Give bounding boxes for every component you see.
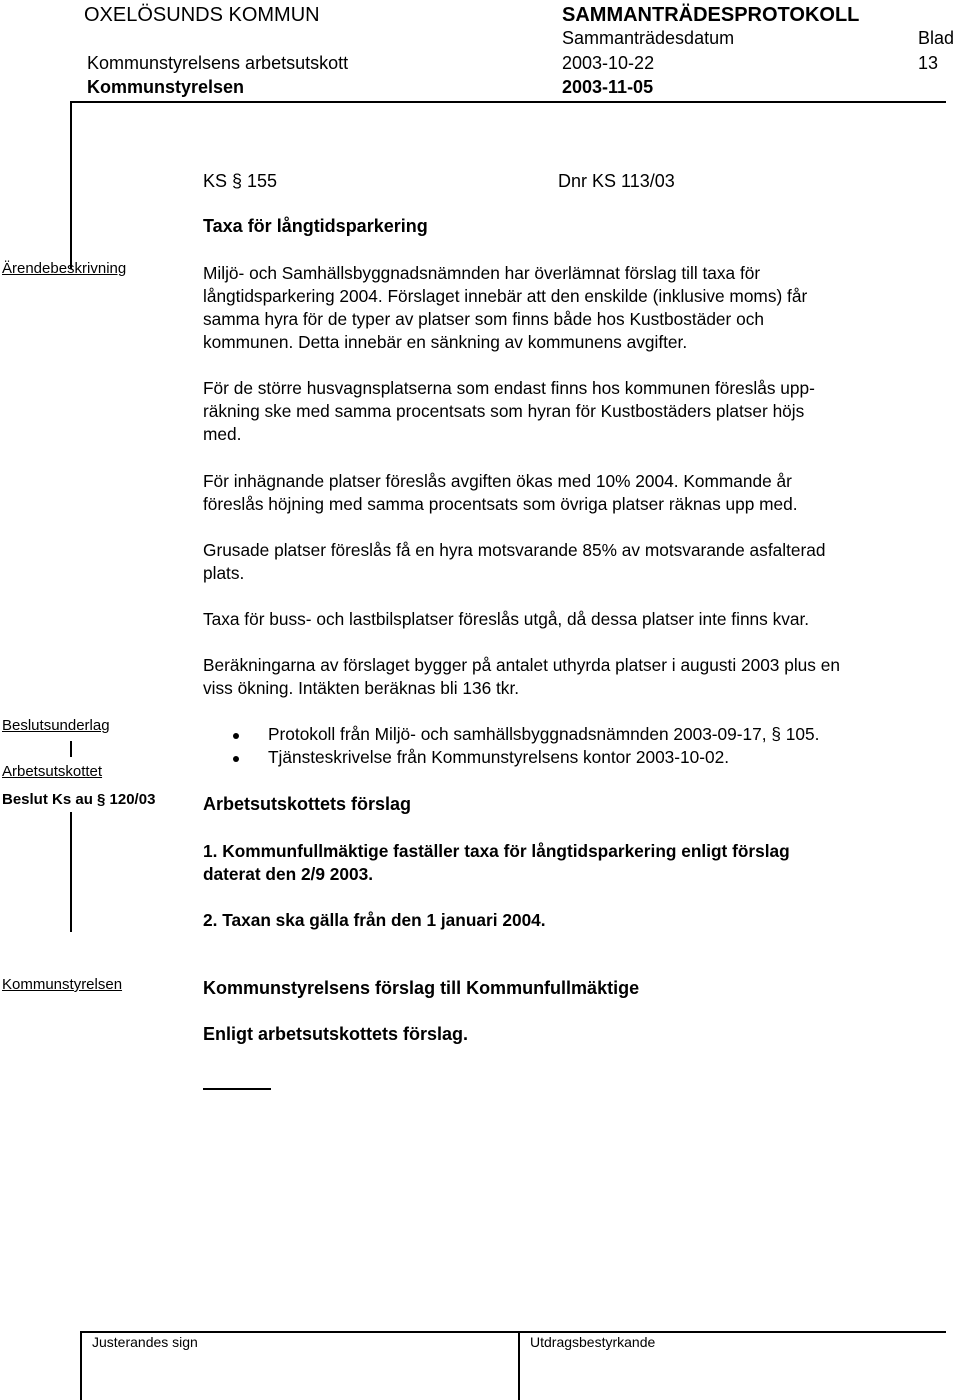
paragraph-2-line: För de större husvagnsplatserna som endast finns hos kommunen föreslås upp-	[203, 378, 815, 398]
meeting-date-label: Sammanträdesdatum	[562, 28, 735, 48]
au-item-1-line: daterat den 2/9 2003.	[203, 864, 374, 884]
case-number: KS § 155	[203, 171, 278, 191]
paragraph-1-line: kommunen. Detta innebär en sänkning av kommunens avgifter.	[203, 332, 688, 352]
board-name: Kommunstyrelsen	[87, 77, 245, 97]
au-item-1-line: 1. Kommunfullmäktige faställer taxa för långtidsparkering enligt förslag	[203, 841, 790, 861]
sidebar-label-beslutsunderlag: Beslutsunderlag	[2, 717, 110, 734]
sidebar-decision-ref: Beslut Ks au § 120/03	[2, 791, 156, 808]
end-rule	[203, 1088, 271, 1090]
paragraph-3	[203, 470, 798, 516]
footer-rule	[80, 1331, 946, 1333]
au-item-1	[203, 840, 790, 886]
page-number: 13	[918, 53, 939, 73]
sidebar-label-kommunstyrelsen: Kommunstyrelsen	[2, 976, 123, 993]
paragraph-5	[203, 608, 809, 631]
paragraph-1	[203, 262, 807, 354]
paragraph-3-line: föreslås höjning med samma procentsats som övriga platser räknas upp med.	[203, 494, 798, 514]
ks-heading: Kommunstyrelsens förslag till Kommunfullmäktige	[203, 978, 640, 998]
footer-divider-middle	[518, 1331, 520, 1400]
paragraph-2-line: räkning ske med samma procentsats som hyran för Kustbostäders platser höjs	[203, 401, 805, 421]
paragraph-3-line: För inhägnande platser föreslås avgiften ökas med 10% 2004. Kommande år	[203, 471, 792, 491]
paragraph-2-line: med.	[203, 424, 242, 444]
page-label: Blad	[918, 28, 955, 48]
board-date: 2003-11-05	[562, 77, 654, 97]
footer-divider-left	[80, 1331, 82, 1400]
bullet-icon	[233, 756, 239, 762]
paragraph-1-line: Miljö- och Samhällsbyggnadsnämnden har överlämnat förslag till taxa för	[203, 263, 761, 283]
paragraph-1-line: samma hyra för de typer av platser som finns både hos Kustbostäder och	[203, 309, 764, 329]
organization-name: OXELÖSUNDS KOMMUN	[84, 4, 320, 26]
bullet-item: Protokoll från Miljö- och samhällsbyggnadsnämnden 2003-09-17, § 105.	[268, 724, 820, 744]
ks-text: Enligt arbetsutskottets förslag.	[203, 1024, 469, 1044]
margin-line-lower	[70, 812, 72, 932]
case-dnr: Dnr KS 113/03	[558, 171, 675, 191]
paragraph-5-line: Taxa för buss- och lastbilsplatser föreslås utgå, då dessa platser inte finns kvar.	[203, 609, 810, 629]
paragraph-4-line: plats.	[203, 563, 245, 583]
paragraph-4-line: Grusade platser föreslås få en hyra motsvarande 85% av motsvarande asfalterad	[203, 540, 826, 560]
paragraph-1-line: långtidsparkering 2004. Förslaget innebär att den enskilde (inklusive moms) får	[203, 286, 808, 306]
committee-name: Kommunstyrelsens arbetsutskott	[87, 53, 349, 73]
case-title: Taxa för långtidsparkering	[203, 216, 428, 236]
footer-justerandes-sign: Justerandes sign	[92, 1334, 198, 1350]
bullet-icon	[233, 733, 239, 739]
sidebar-label-arendebeskrivning: Ärendebeskrivning	[2, 260, 127, 277]
bullet-item: Tjänsteskrivelse från Kommunstyrelsens kontor 2003-10-02.	[268, 747, 730, 767]
sidebar-label-arbetsutskottet: Arbetsutskottet	[2, 763, 103, 780]
paragraph-6-line: viss ökning. Intäkten beräknas bli 136 tkr.	[203, 678, 520, 698]
document-type: SAMMANTRÄDESPROTOKOLL	[562, 4, 860, 26]
au-item-2	[203, 909, 546, 932]
committee-date: 2003-10-22	[562, 53, 655, 73]
sidebar-connector	[70, 741, 72, 757]
paragraph-6-line: Beräkningarna av förslaget bygger på antalet uthyrda platser i augusti 2003 plus en	[203, 655, 840, 675]
au-item-2-line: 2. Taxan ska gälla från den 1 januari 2004.	[203, 910, 546, 930]
header-rule	[70, 101, 946, 103]
margin-line	[70, 101, 72, 269]
paragraph-4	[203, 539, 825, 585]
paragraph-2	[203, 377, 815, 446]
footer-utdragsbestyrkande: Utdragsbestyrkande	[530, 1334, 656, 1350]
au-heading: Arbetsutskottets förslag	[203, 794, 412, 814]
paragraph-6	[203, 654, 840, 700]
